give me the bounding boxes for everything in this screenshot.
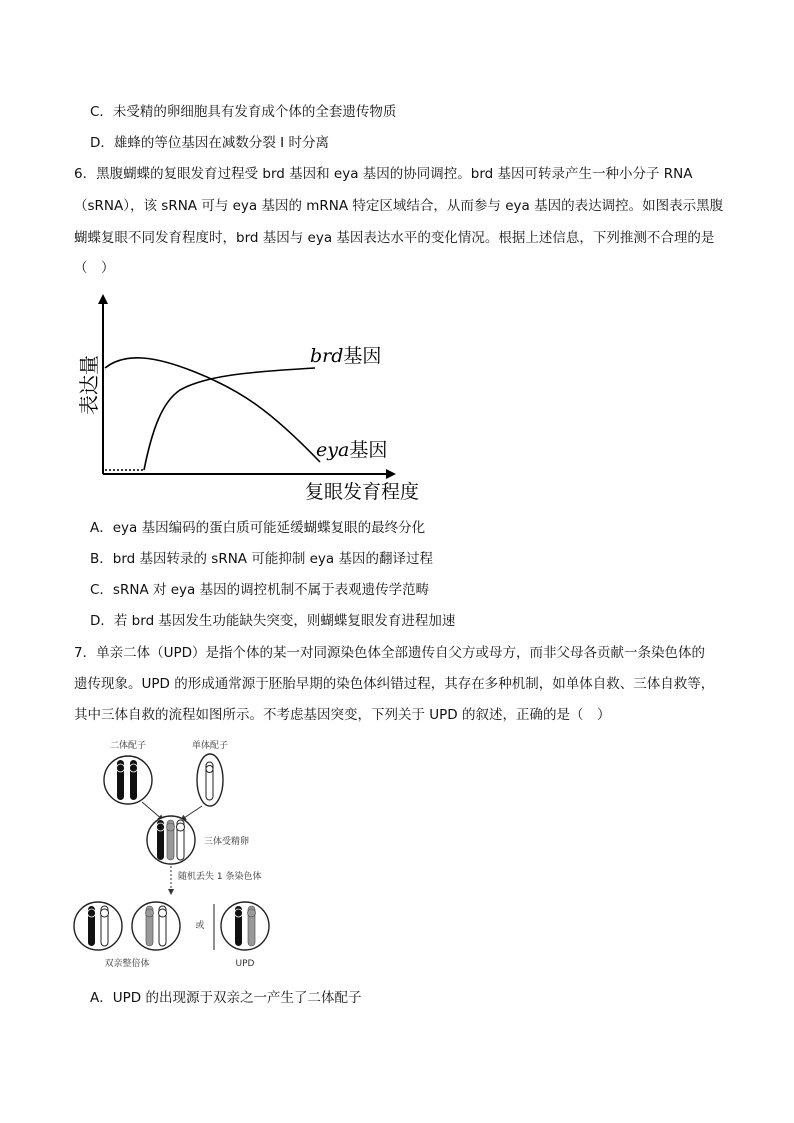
trisomic-zygote-cell (147, 816, 195, 864)
brd-series-label-suffix: 基因 (343, 345, 382, 367)
q7-stem-line-1: 7．单亲二体（UPD）是指个体的某一对同源染色体全部遗传自父方或母方，而非父母各贡献一条染色体的 (74, 645, 706, 661)
q7-option-a: A．UPD 的出现源于双亲之一产生了二体配子 (90, 990, 362, 1006)
upd-cell (221, 902, 269, 950)
q6-option-c: C．sRNA 对 eya 基因的调控机制不属于表观遗传学范畴 (90, 582, 430, 598)
eya-series-label-italic: eya (316, 439, 350, 461)
haploid-gamete-cell (197, 754, 223, 806)
biparental-cell-2 (132, 902, 180, 950)
eya-series-label-suffix: 基因 (349, 439, 388, 461)
upd-label: UPD (235, 959, 255, 969)
q5-option-c: C．未受精的卵细胞具有发育成个体的全套遗传物质 (90, 104, 397, 120)
random-loss-label: 随机丢失 1 条染色体 (178, 872, 262, 882)
brd-series-label-italic: brd (310, 345, 344, 367)
eya-series-line (105, 358, 320, 462)
arrow-diploid-to-zygote (142, 802, 163, 820)
or-label: 或 (195, 921, 205, 931)
diploid-gamete-cell (104, 756, 152, 804)
x-axis-label: 复眼发育程度 (304, 481, 420, 503)
q5-option-d: D．雄蜂的等位基因在减数分裂 I 时分离 (90, 135, 329, 151)
trisomic-zygote-label: 三体受精卵 (204, 837, 250, 847)
brd-series-line (144, 368, 315, 470)
biparental-cell-1 (74, 902, 122, 950)
q7-stem-line-2: 遗传现象。UPD 的形成通常源于胚胎早期的染色体纠错过程，其存在多种机制，如单体自救、三体自救等， (74, 676, 715, 692)
q6-option-b: B．brd 基因转录的 sRNA 可能抑制 eya 基因的翻译过程 (90, 551, 433, 567)
q6-stem-line-4: （ ） (74, 260, 115, 276)
brd-series-label (310, 345, 381, 367)
q6-option-a: A．eya 基因编码的蛋白质可能延缓蝴蝶复眼的最终分化 (90, 520, 426, 536)
q6-stem-line-1: 6．黑腹蝴蝶的复眼发育过程受 brd 基因和 eya 基因的协同调控。brd 基因可转录产生一种小分子 RNA (74, 166, 693, 182)
biparental-label: 双亲整倍体 (104, 959, 150, 969)
arrow-haploid-to-zygote (181, 806, 202, 820)
q7-stem-line-3: 其中三体自救的流程如图所示。不考虑基因突变，下列关于 UPD 的叙述，正确的是（ ） (74, 707, 611, 723)
q6-option-d: D．若 brd 基因发生功能缺失突变，则蝴蝶复眼发育进程加速 (90, 613, 456, 629)
eya-series-label (316, 439, 387, 461)
haploid-gamete-label: 单体配子 (191, 741, 229, 751)
q6-stem-line-2: （sRNA），该 sRNA 可与 eya 基因的 mRNA 特定区域结合，从而参与 eya 基因的表达调控。如图表示黑腹 (74, 198, 724, 214)
y-axis-label: 表达量 (77, 355, 101, 415)
upd-diagram (70, 736, 290, 972)
q6-stem-line-3: 蝴蝶复眼不同发育程度时，brd 基因与 eya 基因表达水平的变化情况。根据上述信息，下列推测不合理的是 (74, 230, 715, 246)
diploid-gamete-label: 二体配子 (109, 741, 147, 751)
x-axis-arrow (386, 469, 396, 479)
expression-chart (70, 290, 430, 510)
y-axis-arrow (98, 294, 108, 304)
